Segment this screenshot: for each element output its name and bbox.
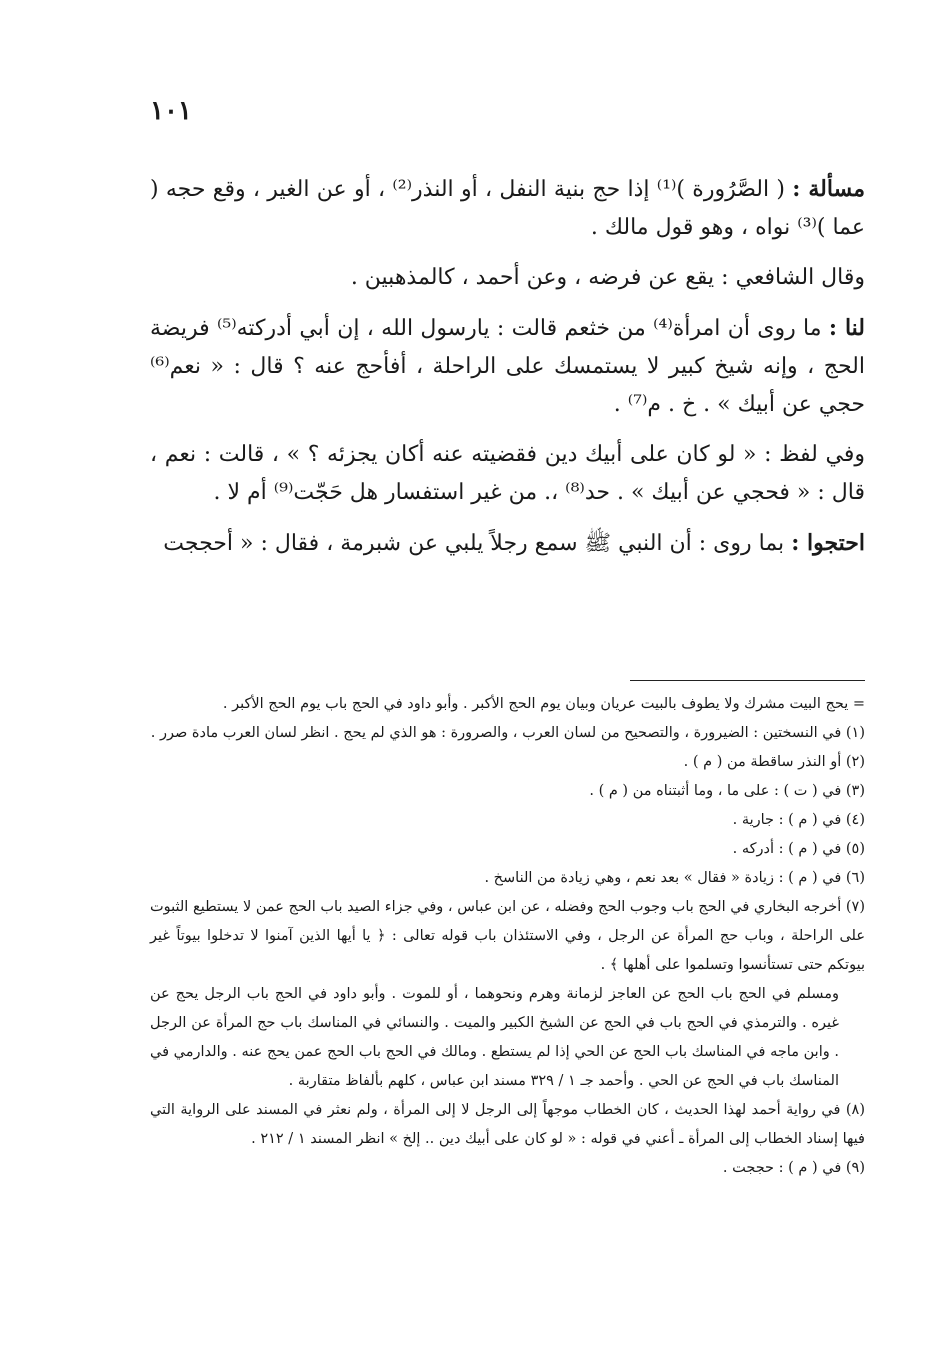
footnote-9: (٩) في ( م ) : حججت .	[722, 1160, 865, 1176]
footnote-6: (٦) في ( م ) : زيادة « فقال » بعد نعم ، وهي زيادة من الناسخ .	[484, 870, 865, 886]
footnote-5: (٥) في ( م ) : أدركه .	[732, 841, 865, 857]
footnote-7-continued: ومسلم في الحج باب الحج عن العاجز لزمانة وهرم ونحوهما ، أو للموت . وأبو داود في الحج باب الرجل يحج عن غيره . والترمذي في الحج باب في الحج عن الشيخ الكبير والميت . والنسائي في المناسك باب حج المرأة عن الرجل . وابن ماجه في المناسك باب الحج عن الحي إذا لم يستطع . ومالك في الحج باب الحج عمن يحج عنه . والدارمي في المناسك باب في الحج عن الحي . وأحمد جـ ١ / ٣٢٩ مسند ابن عباس ، كلهم بألفاظ متقاربة .	[150, 986, 839, 1089]
paragraph-body: ( الصَّرُورة )⁽¹⁾ إذا حج بنية النفل ، أو النذر⁽²⁾ ، أو عن الغير ، وقع حجه ( عما )⁽³⁾ نواه ، وهو قول مالك .	[150, 177, 865, 240]
paragraph-body: ما روى أن امرأة⁽⁴⁾ من خثعم قالت : يارسول الله ، إن أبي أدركته⁽⁵⁾ فريضة الحج ، وإنه شيخ كبير لا يستمسك على الراحلة ، أفأحج عنه ؟ قال : « نعم⁽⁶⁾ حجي عن أبيك » . خ . م⁽⁷⁾ .	[150, 316, 865, 417]
footnote-divider	[630, 680, 865, 681]
paragraph-lead: لنا :	[828, 315, 865, 341]
paragraph-lead: احتجوا :	[791, 530, 865, 556]
paragraph-lead: مسألة :	[792, 176, 865, 202]
footnote-1: (١) في النسختين : الضيرورة ، والتصحيح من لسان العرب ، والصرورة : هو الذي لم يحج . انظر لسان العرب مادة صرر .	[150, 725, 865, 741]
footnote-7: (٧) أخرجه البخاري في الحج باب وجوب الحج وفضله ، عن ابن عباس ، وفي جزاء الصيد باب الحج عمن لا يستطيع الثبوت على الراحلة ، وباب حج المرأة عن الرجل ، وفي الاستئذان باب قوله تعالى : ﴿ يا أيها الذين آمنوا لا تدخلوا بيوتاً غير بيوتكم حتى تستأنسوا وتسلموا على أهلها ﴾ .	[150, 899, 865, 973]
footnote-3: (٣) في ( ت ) : على ما ، وما أثبتناه من ( م ) .	[589, 783, 865, 799]
footnote-2: (٢) أو النذر ساقطة من ( م ) .	[683, 754, 865, 770]
paragraph-lafz	[150, 436, 865, 512]
paragraph-body: بما روى : أن النبي ﷺ سمع رجلاً يلبي عن شبرمة ، فقال : « أحججت	[163, 531, 785, 556]
main-text	[150, 170, 865, 575]
page-number: ١٠١	[150, 96, 192, 126]
paragraph-body: وفي لفظ : « لو كان على أبيك دين فقضيته عنه أكان يجزئه ؟ » ، قالت : نعم ، قال : « فحجي عن أبيك » . حد⁽⁸⁾ ،. من غير استفسار هل حَجّت⁽⁹⁾ أم لا .	[150, 442, 865, 505]
footnotes	[150, 690, 865, 1183]
footnote-4: (٤) في ( م ) : جارية .	[732, 812, 865, 828]
paragraph-shafii	[150, 259, 865, 297]
footnote-8: (٨) في رواية أحمد لهذا الحديث ، كان الخطاب موجهاً إلى الرجل لا إلى المرأة ، ولم نعثر في المسند على الرواية التي فيها إسناد الخطاب إلى المرأة ـ أعني في قوله : « لو كان على أبيك دين .. إلخ » انظر المسند ١ / ٢١٢ .	[150, 1102, 865, 1147]
paragraph-body: وقال الشافعي : يقع عن فرضه ، وعن أحمد ، كالمذهبين .	[350, 265, 865, 290]
footnote-continuation: = يحج البيت مشرك ولا يطوف بالبيت عريان وبيان يوم الحج الأكبر . وأبو داود في الحج باب يوم الحج الأكبر .	[222, 696, 865, 712]
paragraph-ihtajju	[150, 524, 865, 563]
paragraph-mas-ala	[150, 170, 865, 247]
paragraph-lana	[150, 309, 865, 424]
